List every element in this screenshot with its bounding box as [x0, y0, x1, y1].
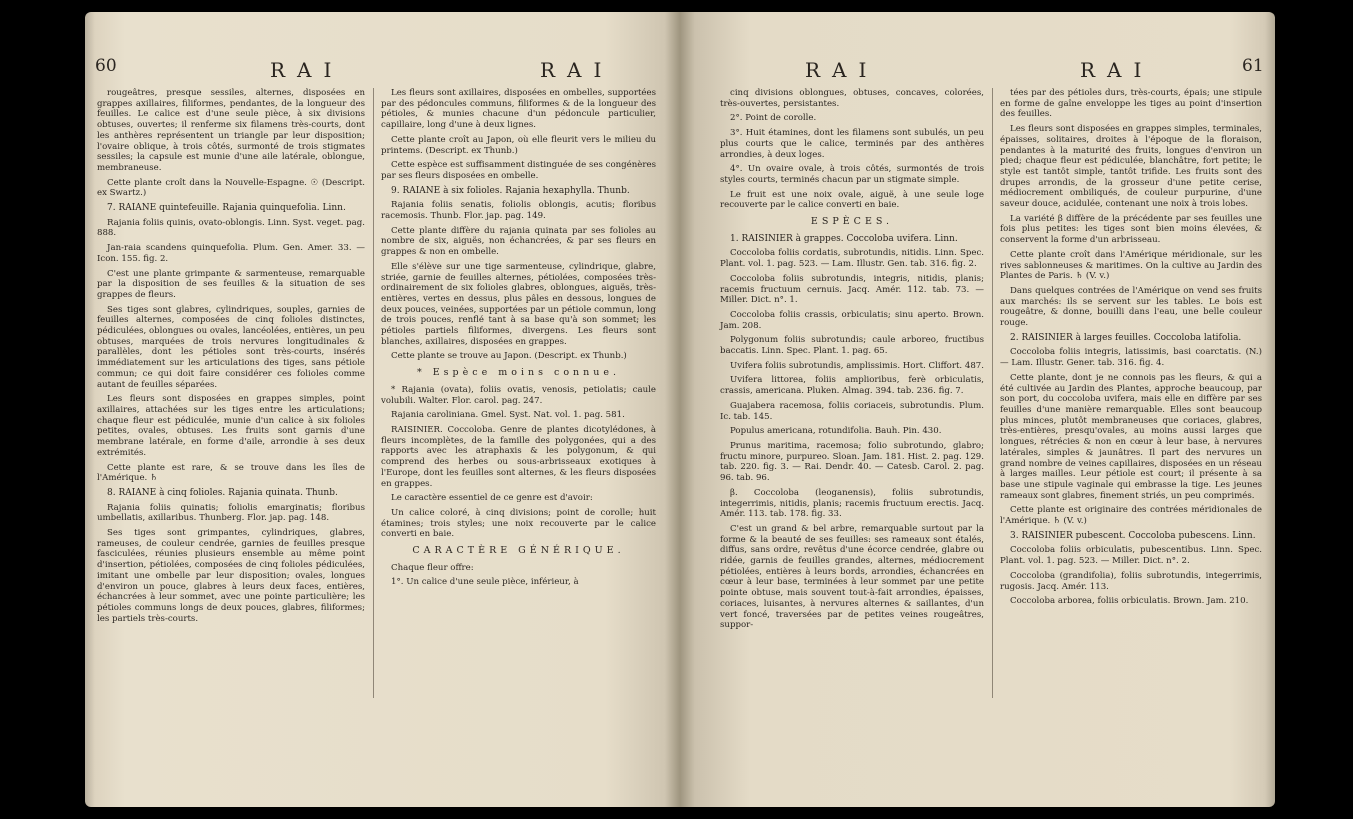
- paragraph: Les fleurs sont disposées en grappes simples, terminales, épaisses, solitaires, droites à l'époque de la floraison, pendantes à la maturité des fruits, longues d'environ un pied; chaque fleur est pédiculée, blanchâtre, fort petite; le style est tantôt simple, tantôt trifide. Les fruits sont des drupes arrondis, de la grosseur d'une petite cerise, médiocrement ombiliqués, de couleur purpurine, d'une saveur douce, acidulée, contenant une noix à trois lobes.: [1000, 124, 1262, 210]
- paragraph: 4°. Un ovaire ovale, à trois côtés, surmontés de trois styles courts, terminés chacun par un stigmate simple.: [720, 164, 984, 185]
- running-head: RAI: [540, 58, 614, 82]
- paragraph: tées par des pétioles durs, très-courts, épais; une stipule en forme de gaîne enveloppe les tiges au point d'insertion des feuilles.: [1000, 88, 1262, 120]
- right-page-column-2: [1000, 88, 1262, 611]
- paragraph: Dans quelques contrées de l'Amérique on vend ses fruits aux marchés: ils se servent sur les tables. Le bois est rougeâtre, & donne, bouilli dans l'eau, une belle couleur rouge.: [1000, 285, 1262, 329]
- left-page: [85, 12, 680, 807]
- paragraph: Rajania caroliniana. Gmel. Syst. Nat. vol. 1. pag. 581.: [391, 410, 625, 421]
- paragraph: Ses tiges sont glabres, cylindriques, souples, garnies de feuilles alternes, composées de cinq folioles distinctes, pédiculées, oblongues ou ovales, lancéolées, entières, un peu obtuses, marquées de trois nervures longitudinales & parallèles, dont les pétioles sont très-courts, insérés immédiatement sur les articulations des tiges, sans pétiole commun; ce qui doit faire considérer ces folioles comme autant de feuilles séparées.: [97, 304, 365, 390]
- paragraph: Rajania foliis quinis, ovato-oblongis. Linn. Syst. veget. pag. 888.: [97, 217, 365, 239]
- paragraph: Coccoloba foliis crassis, orbiculatis; sinu aperto. Brown. Jam. 208.: [720, 309, 984, 331]
- paragraph: Prunus maritima, racemosa; folio subrotundo, glabro; fructu minore, purpureo. Sloan. Jam. 181. Hist. 2. pag. 129. tab. 220. fig. 3. — Rai. Dendr. 40. — Catesb. Carol. 2. pag. 96. tab. 96.: [720, 440, 984, 484]
- paragraph: Le caractère essentiel de ce genre est d'avoir:: [391, 493, 593, 504]
- running-head: RAI: [270, 58, 344, 82]
- paragraph: Coccoloba foliis integris, latissimis, basi coarctatis. (N.) — Lam. Illustr. Gener. tab. 316. fig. 4.: [1000, 347, 1262, 369]
- paragraph: Coccoloba foliis subrotundis, integris, nitidis, planis; racemis fructuum cernuis. Jacq. Amér. 112. tab. 73. — Miller. Dict. n°. 1.: [720, 273, 984, 306]
- paragraph: Chaque fleur offre:: [391, 562, 474, 573]
- right-page-column-1: [720, 88, 984, 635]
- running-head: RAI: [1080, 58, 1154, 82]
- paragraph: Cette plante croît dans la Nouvelle-Espagne. ☉ (Descript. ex Swartz.): [97, 177, 365, 199]
- paragraph: Cette plante, dont je ne connois pas les fleurs, & qui a été cultivée au Jardin des Plantes, approche beaucoup, par son port, du coccoloba uvifera, mais elle en diffère par ses feuilles d'une manière remarquable. Elles sont beaucoup plus minces, plutôt membraneuses que coriaces, glabres, très-entières, presqu'ovales, au moins aussi larges que longues, rétrécies & non en cœur à leur base, à nervures latérales, simples & jaunâtres. Il part des nervures un grand nombre de veines capillaires, disposées en un réseau à larges mailles. Leur pétiole est court; il présente à sa base une stipule vaginale qui embrasse la tige. Les jeunes rameaux sont glabres, finement striés, un peu comprimés.: [1000, 372, 1262, 501]
- paragraph: C'est une plante grimpante & sarmenteuse, remarquable par la disposition de ses feuilles & la situation de ses grappes de fleurs.: [97, 268, 365, 300]
- paragraph: 9. RAIANE à six folioles. Rajania hexaphylla. Thunb.: [391, 185, 630, 196]
- paragraph: Ses tiges sont grimpantes, cylindriques, glabres, rameuses, de couleur cendrée, garnies de feuilles presque fasciculées, réunies plusieurs ensemble au même point d'insertion, pétiolées, composées de cinq folioles pédiculées, imitant une ombelle par leur disposition; ovales, longues d'environ un pouce, glabres à leurs deux faces, entières, échancrées à leur sommet, avec une pointe particulière; les pétioles communs longs de deux pouces, glabres, filiformes; les partiels très-courts.: [97, 528, 365, 624]
- paragraph: Coccoloba (grandifolia), foliis subrotundis, integerrimis, rugosis. Jacq. Amér. 113.: [1000, 570, 1262, 592]
- paragraph: Rajania foliis senatis, foliolis oblongis, acutis; floribus racemosis. Thunb. Flor. jap. pag. 149.: [381, 200, 656, 222]
- right-page: [680, 12, 1275, 807]
- paragraph: Coccoloba foliis orbiculatis, pubescentibus. Linn. Spec. Plant. vol. 1. pag. 523. — Miller. Dict. n°. 2.: [1000, 545, 1262, 567]
- paragraph: Cette plante se trouve au Japon. (Descript. ex Thunb.): [391, 351, 627, 362]
- paragraph: Cette espèce est suffisamment distinguée de ses congénères par ses fleurs disposées en ombelle.: [381, 160, 656, 181]
- paragraph: Cette plante croît dans l'Amérique méridionale, sur les rives sablonneuses & maritimes. On la cultive au Jardin des Plantes de Paris. ♄ (V. v.): [1000, 249, 1262, 282]
- paragraph: 3°. Huit étamines, dont les filamens sont subulés, un peu plus courts que le calice, terminés par des anthères arrondies, à deux loges.: [720, 128, 984, 160]
- open-book: [85, 12, 1275, 807]
- column-rule: [373, 88, 374, 698]
- paragraph: 2°. Point de corolle.: [730, 113, 817, 124]
- column-rule: [992, 88, 993, 698]
- paragraph: 2. RAISINIER à larges feuilles. Coccoloba latifolia.: [1010, 332, 1242, 343]
- paragraph: cinq divisions oblongues, obtuses, concaves, colorées, très-ouvertes, persistantes.: [720, 88, 984, 109]
- left-page-column-1: [97, 88, 365, 628]
- paragraph: RAISINIER. Coccoloba. Genre de plantes dicotylédones, à fleurs incomplètes, de la famille des polygonées, qui a des rapports avec les atraphaxis & les polygonum, & qui comprend des herbes ou sous-arbrisseaux exotiques à l'Europe, dont les feuilles sont alternes, & les fleurs disposées en grappes.: [381, 424, 656, 489]
- running-head: RAI: [805, 58, 879, 82]
- paragraph: rougeâtres, presque sessiles, alternes, disposées en grappes axillaires, filiformes, pendantes, de la longueur des feuilles. Le calice est d'une seule pièce, à six divisions obtuses, ouvertes; il renferme six filamens très-courts, dont les anthères représentent un triangle par leur disposition; l'ovaire oblique, à trois côtés, surmonté de trois stigmates sessiles; la capsule est munie d'une aile latérale, oblongue, membraneuse.: [97, 88, 365, 173]
- paragraph: Populus americana, rotundifolia. Bauh. Pin. 430.: [730, 426, 942, 437]
- paragraph: 8. RAIANE à cinq folioles. Rajania quinata. Thunb.: [107, 487, 338, 498]
- paragraph: 7. RAIANE quintefeuille. Rajania quinquefolia. Linn.: [107, 203, 346, 214]
- paragraph: Les fleurs sont axillaires, disposées en ombelles, supportées par des pédoncules communs, filiformes & de la longueur des pétioles, & munies chacune d'un pédoncule particulier, capillaire, long d'une à deux lignes.: [381, 88, 656, 131]
- paragraph: Rajania foliis quinatis; foliolis emarginatis; floribus umbellatis, axillaribus. Thunberg. Flor. jap. pag. 148.: [97, 502, 365, 524]
- paragraph: Jan-raia scandens quinquefolia. Plum. Gen. Amer. 33. — Icon. 155. fig. 2.: [97, 243, 365, 264]
- page-number: 61: [1242, 56, 1264, 76]
- paragraph: Un calice coloré, à cinq divisions; point de corolle; huit étamines; trois styles; une noix recouverte par le calice converti en baie.: [381, 507, 656, 540]
- paragraph: Cette plante est rare, & se trouve dans les îles de l'Amérique. ♄: [97, 462, 365, 484]
- paragraph: Cette plante diffère du rajania quinata par ses folioles au nombre de six, aiguës, non échancrées, & par ses fleurs en grappes & non en ombelle.: [381, 225, 656, 258]
- paragraph: Les fleurs sont disposées en grappes simples, point axillaires, attachées sur les tiges entre les articulations; chaque fleur est pédiculée, munie d'un calice à six folioles petites, ovales, obtuses. Les fruits sont garnis d'une membrane latérale, en forme d'aile, arrondie à ses deux extrémités.: [97, 394, 365, 458]
- paragraph: 1°. Un calice d'une seule pièce, inférieur, à: [391, 577, 579, 588]
- paragraph: Cette plante est originaire des contrées méridionales de l'Amérique. ♄ (V. v.): [1000, 505, 1262, 527]
- paragraph: * Rajania (ovata), foliis ovatis, venosis, petiolatis; caule volubili. Walter. Flor. carol. pag. 247.: [381, 384, 656, 406]
- paragraph: β. Coccoloba (leoganensis), foliis subrotundis, integerrimis, nitidis, planis; racemis fructuum erectis. Jacq. Amér. 113. tab. 178. fig. 33.: [720, 487, 984, 520]
- paragraph: Le fruit est une noix ovale, aiguë, à une seule loge recouverte par le calice converti en baie.: [720, 189, 984, 211]
- paragraph: ESPÈCES.: [810, 216, 894, 228]
- paragraph: 3. RAISINIER pubescent. Coccoloba pubescens. Linn.: [1010, 530, 1256, 541]
- paragraph: Guajabera racemosa, foliis coriaceis, subrotundis. Plum. Ic. tab. 145.: [720, 400, 984, 422]
- paragraph: Coccoloba foliis cordatis, subrotundis, nitidis. Linn. Spec. Plant. vol. 1. pag. 523. — Lam. Illustr. Gen. tab. 316. fig. 2.: [720, 248, 984, 270]
- page-number: 60: [95, 56, 117, 76]
- paragraph: La variété β diffère de la précédente par ses feuilles une fois plus petites: les tiges sont bien moins élevées, & conservent la forme d'un arbrisseau.: [1000, 213, 1262, 246]
- paragraph: C'est un grand & bel arbre, remarquable surtout par la forme & la beauté de ses feuilles: ses rameaux sont étalés, diffus, sans ordre, revêtus d'une écorce cendrée, glabre ou ridée, garnis de feuilles grandes, alternes, médiocrement pétiolées, entières à leurs bords, arrondies, échancrées en cœur à leur base, terminées à leur sommet par une petite pointe obtuse, mais souvent tout-à-fait arrondies, épaisses, coriaces, luisantes, à nervures alternes & saillantes, d'un vert foncé, traversées par de petites veines rougeâtres, suppor-: [720, 523, 984, 631]
- paragraph: Cette plante croît au Japon, où elle fleurit vers le milieu du printems. (Descript. ex Thunb.): [381, 134, 656, 156]
- paragraph: 1. RAISINIER à grappes. Coccoloba uvifera. Linn.: [730, 233, 958, 244]
- paragraph: Uvifera littorea, foliis amplioribus, ferè orbiculatis, crassis, americana. Pluken. Almag. 394. tab. 236. fig. 7.: [720, 375, 984, 397]
- paragraph: Uvifera foliis subrotundis, amplissimis. Hort. Cliffort. 487.: [730, 360, 985, 371]
- left-page-column-2: [381, 88, 656, 592]
- paragraph: CARACTÈRE GÉNÉRIQUE.: [412, 545, 625, 557]
- paragraph: Coccoloba arborea, foliis orbiculatis. Brown. Jam. 210.: [1010, 596, 1249, 607]
- paragraph: Polygonum foliis subrotundis; caule arboreo, fructibus baccatis. Linn. Spec. Plant. 1. pag. 65.: [720, 335, 984, 357]
- paragraph: Elle s'élève sur une tige sarmenteuse, cylindrique, glabre, striée, garnie de feuilles alternes, pétiolées, composées très-ordinairement de six folioles glabres, oblongues, aiguës, très-entières, vertes en dessus, plus pâles en dessous, longues de deux pouces, veinées, supportées par un pétiole commun, long de trois pouces, renflé tant à sa base qu'à son sommet; les pétioles partiels filiformes, divergens. Les fleurs sont blanches, axillaires, disposées en grappes.: [381, 261, 656, 347]
- paragraph: * Espèce moins connue.: [416, 367, 621, 379]
